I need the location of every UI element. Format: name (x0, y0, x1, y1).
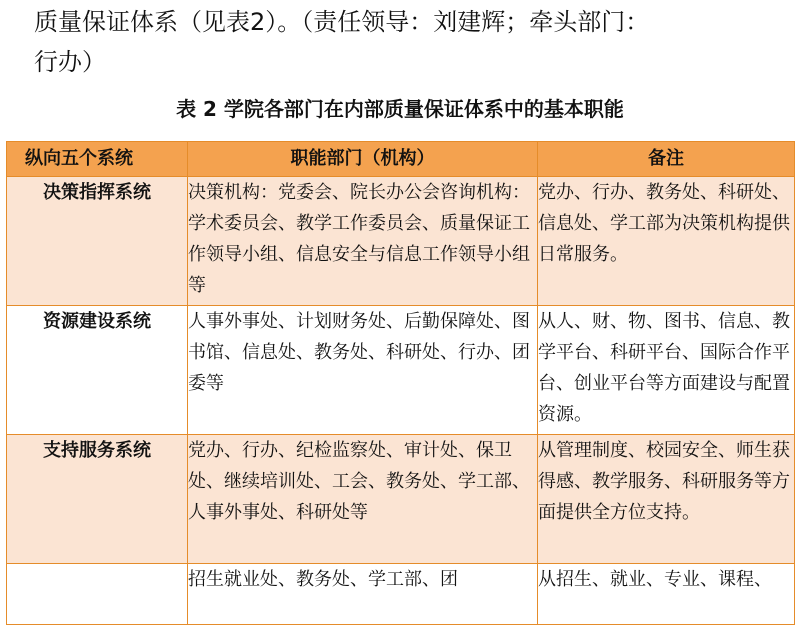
system-cell: 支持服务系统 (7, 435, 188, 564)
table-row (7, 564, 795, 625)
system-cell (7, 564, 188, 625)
paragraph-line-1: 质量保证体系（见表2）。（责任领导：刘建辉；牵头部门： (34, 8, 650, 36)
table-caption: 表 2 学院各部门在内部质量保证体系中的基本职能 (176, 97, 624, 121)
paragraph-line-2: 行办） (34, 48, 106, 76)
header-departments: 职能部门（机构） (188, 142, 538, 177)
table-row (7, 435, 795, 564)
departments-cell: 人事外事处、计划财务处、后勤保障处、图书馆、信息处、教务处、科研处、行办、团委等 (188, 306, 538, 435)
departments-cell: 党办、行办、纪检监察处、审计处、保卫处、继续培训处、工会、教务处、学工部、人事外事处、科研处等 (188, 435, 538, 564)
table-header-row (7, 142, 795, 177)
intro-paragraph (34, 2, 794, 82)
notes-cell: 从人、财、物、图书、信息、教学平台、科研平台、国际合作平台、创业平台等方面建设与配置资源。 (538, 306, 795, 435)
departments-cell: 招生就业处、教务处、学工部、团 (188, 564, 538, 625)
table-row (7, 177, 795, 306)
table-row (7, 306, 795, 435)
functions-table (6, 141, 795, 625)
header-notes: 备注 (538, 142, 795, 177)
header-system: 纵向五个系统 (7, 142, 188, 177)
notes-cell: 党办、行办、教务处、科研处、信息处、学工部为决策机构提供日常服务。 (538, 177, 795, 306)
departments-cell: 决策机构：党委会、院长办公会咨询机构：学术委员会、教学工作委员会、质量保证工作领导小组、信息安全与信息工作领导小组等 (188, 177, 538, 306)
system-cell: 资源建设系统 (7, 306, 188, 435)
notes-cell: 从管理制度、校园安全、师生获得感、教学服务、科研服务等方面提供全方位支持。 (538, 435, 795, 564)
notes-cell: 从招生、就业、专业、课程、 (538, 564, 795, 625)
system-cell: 决策指挥系统 (7, 177, 188, 306)
